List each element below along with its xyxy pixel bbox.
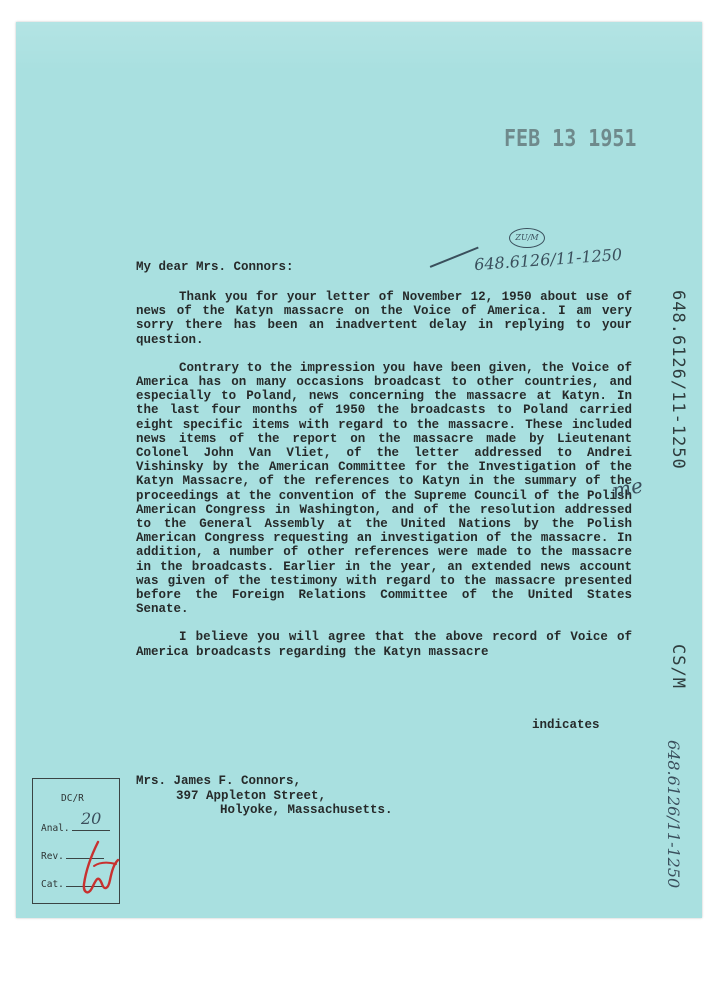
side-file-stamp: 648.6126/11-1250 — [668, 290, 688, 470]
paragraph-1: Thank you for your letter of November 12, 1950 about use of news of the Katyn massacre on the Voice of America. I am very sorry there has been an inadvertent delay in replying to your question. — [136, 290, 632, 347]
margin-initials: me — [609, 473, 645, 503]
red-pencil-scrawl — [78, 840, 120, 900]
anal-value: 20 — [81, 809, 102, 828]
paper-crease — [16, 22, 702, 92]
rev-label: Rev. — [41, 851, 64, 862]
recipient-street: 397 Appleton Street, — [176, 788, 327, 803]
recipient-city: Holyoke, Massachusetts. — [220, 803, 393, 817]
side-handwritten-file-number: 648.6126/11-1250 — [664, 740, 683, 889]
continuation-word: indicates — [532, 718, 600, 732]
anal-label: Anal. — [41, 823, 70, 834]
handwritten-circle-note: ZU/M — [509, 228, 545, 248]
routing-box-title: DC/R — [61, 793, 84, 804]
received-date-stamp: FEB 13 1951 — [504, 124, 637, 152]
handwritten-file-number: 648.6126/11-1250 — [473, 244, 623, 275]
recipient-name: Mrs. James F. Connors, — [136, 774, 302, 788]
letter-body — [136, 290, 632, 673]
side-office-stamp: CS/M — [668, 644, 688, 689]
paragraph-2: Contrary to the impression you have been given, the Voice of America has on many occasions broadcast to other countries, and especially to Poland, news concerning the massacre at Katyn. In the last four months of 1950 the broadcasts to Poland carried eight specific items with regard to the massacre. These included news items of the report on the massacre made by Lieutenant Colonel John Van Vliet, of the letter addressed to Andrei Vishinsky by the American Committee for the Investigation of the Katyn Massacre, of the references to Katyn in the summary of the proceedings at the convention of the Supreme Council of the Polish American Congress in Washington, and of the resolution addressed to the General Assembly at the United Nations by the Polish American Congress requesting an investigation of the massacre. In addition, a number of other references were made to the massacre in the broadcasts. Earlier in the year, an extended news account was given of the testimony with regard to the massacre presented before the Foreign Relations Committee of the United States Senate. — [136, 360, 632, 617]
cat-label: Cat. — [41, 879, 64, 890]
paragraph-3: I believe you will agree that the above record of Voice of America broadcasts regarding the Katyn massacre — [136, 630, 632, 659]
recipient-address — [136, 774, 393, 818]
salutation: My dear Mrs. Connors: — [136, 260, 294, 274]
